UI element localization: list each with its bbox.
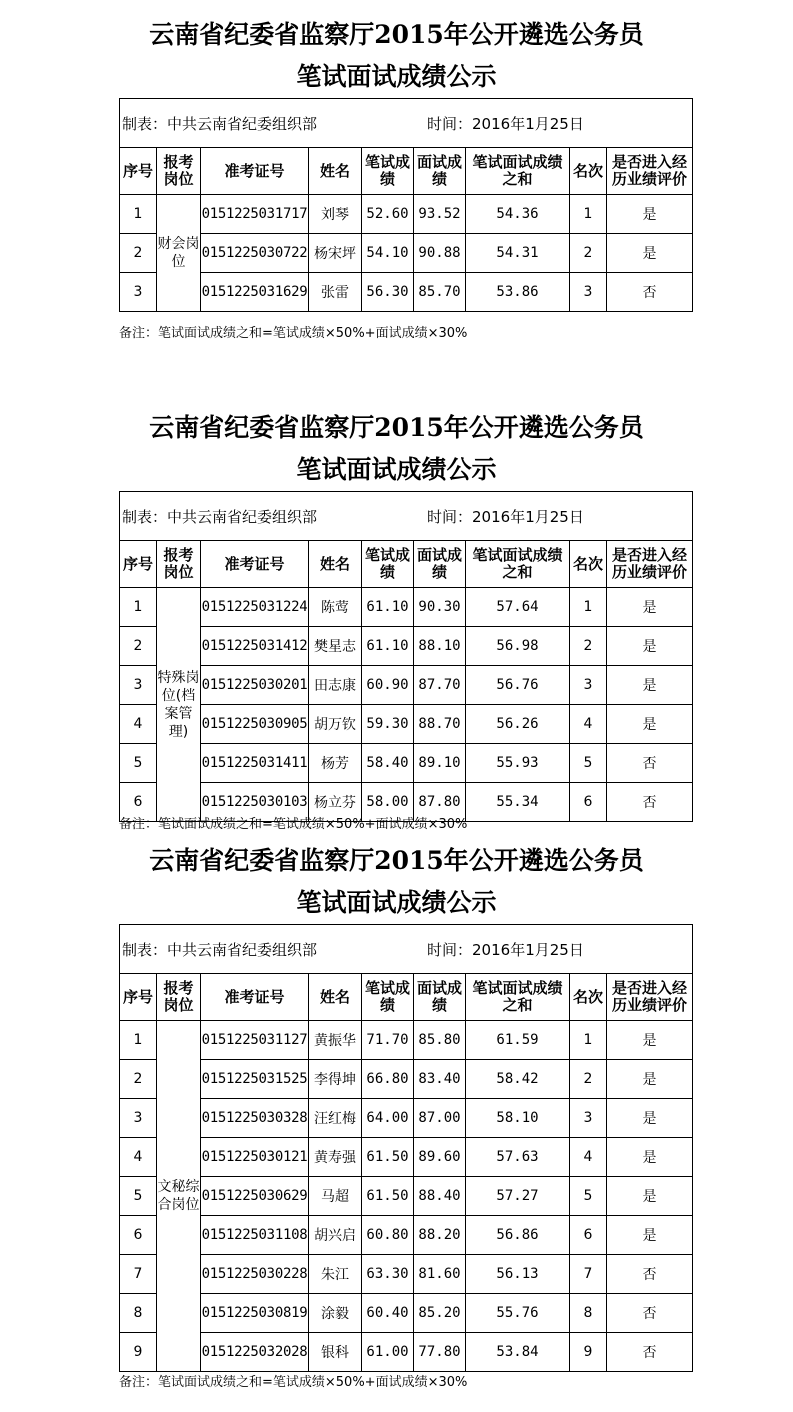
column-header: 姓名 (309, 148, 362, 195)
cell-written-score: 54.10 (362, 234, 414, 273)
cell-written-score: 59.30 (362, 705, 414, 744)
table-row (120, 1021, 693, 1060)
cell-rank: 2 (570, 627, 607, 666)
cell-interview-score: 88.70 (414, 705, 466, 744)
cell-written-score: 64.00 (362, 1099, 414, 1138)
cell-exam-id: 0151225030905 (201, 705, 309, 744)
table-maker: 制表：中共云南省纪委组织部 (122, 940, 318, 959)
cell-total-score: 56.76 (466, 666, 570, 705)
column-header: 序号 (120, 148, 157, 195)
column-header: 报考岗位 (157, 974, 201, 1021)
table-date: 时间：2016年1月25日 (427, 507, 584, 526)
cell-exam-id: 0151225030328 (201, 1099, 309, 1138)
table-row (120, 1138, 693, 1177)
table-maker: 制表：中共云南省纪委组织部 (122, 507, 318, 526)
cell-no: 2 (120, 627, 157, 666)
cell-exam-id: 0151225031412 (201, 627, 309, 666)
formula-note: 备注：笔试面试成绩之和=笔试成绩×50%+面试成绩×30% (119, 817, 468, 832)
cell-advance: 是 (607, 1138, 693, 1177)
cell-total-score: 53.86 (466, 273, 570, 312)
cell-name: 杨宋坪 (309, 234, 362, 273)
cell-rank: 2 (570, 234, 607, 273)
cell-total-score: 57.63 (466, 1138, 570, 1177)
column-header: 面试成绩 (414, 148, 466, 195)
cell-total-score: 54.31 (466, 234, 570, 273)
cell-advance: 是 (607, 1060, 693, 1099)
table-maker: 制表：中共云南省纪委组织部 (122, 114, 318, 133)
cell-total-score: 61.59 (466, 1021, 570, 1060)
cell-total-score: 58.42 (466, 1060, 570, 1099)
column-header: 笔试面试成绩之和 (466, 541, 570, 588)
cell-total-score: 55.93 (466, 744, 570, 783)
cell-name: 黄寿强 (309, 1138, 362, 1177)
table-meta-cell (120, 99, 693, 148)
table-meta-row (120, 492, 693, 541)
cell-exam-id: 0151225031629 (201, 273, 309, 312)
cell-written-score: 66.80 (362, 1060, 414, 1099)
cell-advance: 否 (607, 1294, 693, 1333)
cell-written-score: 56.30 (362, 273, 414, 312)
table-date: 时间：2016年1月25日 (427, 114, 584, 133)
column-header: 姓名 (309, 974, 362, 1021)
cell-no: 1 (120, 195, 157, 234)
column-header: 笔试成绩 (362, 541, 414, 588)
cell-exam-id: 0151225031224 (201, 588, 309, 627)
cell-no: 3 (120, 666, 157, 705)
cell-name: 樊星志 (309, 627, 362, 666)
table-row (120, 1177, 693, 1216)
cell-rank: 1 (570, 195, 607, 234)
cell-interview-score: 89.60 (414, 1138, 466, 1177)
section-title-line2: 笔试面试成绩公示 (296, 62, 497, 91)
table-row (120, 666, 693, 705)
cell-rank: 3 (570, 273, 607, 312)
cell-name: 银科 (309, 1333, 362, 1372)
cell-interview-score: 83.40 (414, 1060, 466, 1099)
cell-advance: 是 (607, 666, 693, 705)
cell-interview-score: 88.40 (414, 1177, 466, 1216)
cell-written-score: 60.40 (362, 1294, 414, 1333)
cell-no: 6 (120, 783, 157, 822)
column-header: 面试成绩 (414, 974, 466, 1021)
cell-interview-score: 77.80 (414, 1333, 466, 1372)
table-row (120, 234, 693, 273)
cell-rank: 1 (570, 588, 607, 627)
cell-advance: 是 (607, 627, 693, 666)
cell-name: 田志康 (309, 666, 362, 705)
table-row (120, 1294, 693, 1333)
cell-written-score: 71.70 (362, 1021, 414, 1060)
cell-advance: 否 (607, 273, 693, 312)
cell-exam-id: 0151225031108 (201, 1216, 309, 1255)
table-row (120, 744, 693, 783)
cell-total-score: 58.10 (466, 1099, 570, 1138)
cell-rank: 8 (570, 1294, 607, 1333)
cell-no: 3 (120, 1099, 157, 1138)
score-table (119, 924, 693, 1372)
cell-exam-id: 0151225030819 (201, 1294, 309, 1333)
cell-interview-score: 87.70 (414, 666, 466, 705)
cell-rank: 7 (570, 1255, 607, 1294)
cell-exam-id: 0151225030103 (201, 783, 309, 822)
column-header: 序号 (120, 974, 157, 1021)
cell-rank: 4 (570, 705, 607, 744)
cell-exam-id: 0151225031127 (201, 1021, 309, 1060)
cell-interview-score: 89.10 (414, 744, 466, 783)
cell-rank: 5 (570, 1177, 607, 1216)
cell-written-score: 60.90 (362, 666, 414, 705)
table-row (120, 1099, 693, 1138)
cell-written-score: 61.10 (362, 627, 414, 666)
cell-advance: 是 (607, 234, 693, 273)
cell-exam-id: 0151225030228 (201, 1255, 309, 1294)
cell-written-score: 63.30 (362, 1255, 414, 1294)
section-title-line2: 笔试面试成绩公示 (296, 455, 497, 484)
section-title-line1: 云南省纪委省监察厅2015年公开遴选公务员 (149, 846, 644, 875)
column-header: 面试成绩 (414, 541, 466, 588)
cell-name: 汪红梅 (309, 1099, 362, 1138)
cell-advance: 否 (607, 744, 693, 783)
cell-no: 1 (120, 588, 157, 627)
cell-total-score: 55.76 (466, 1294, 570, 1333)
cell-name: 黄振华 (309, 1021, 362, 1060)
cell-advance: 否 (607, 1333, 693, 1372)
cell-name: 张雷 (309, 273, 362, 312)
table-date: 时间：2016年1月25日 (427, 940, 584, 959)
cell-interview-score: 87.00 (414, 1099, 466, 1138)
column-header: 笔试成绩 (362, 974, 414, 1021)
cell-rank: 6 (570, 1216, 607, 1255)
cell-rank: 1 (570, 1021, 607, 1060)
cell-written-score: 61.00 (362, 1333, 414, 1372)
cell-total-score: 56.86 (466, 1216, 570, 1255)
score-table (119, 98, 693, 312)
column-header: 是否进入经历业绩评价 (607, 541, 693, 588)
cell-total-score: 54.36 (466, 195, 570, 234)
cell-exam-id: 0151225031525 (201, 1060, 309, 1099)
cell-no: 2 (120, 1060, 157, 1099)
cell-advance: 是 (607, 1177, 693, 1216)
cell-name: 涂毅 (309, 1294, 362, 1333)
cell-written-score: 58.40 (362, 744, 414, 783)
cell-no: 8 (120, 1294, 157, 1333)
cell-total-score: 57.27 (466, 1177, 570, 1216)
cell-total-score: 56.98 (466, 627, 570, 666)
table-row (120, 195, 693, 234)
column-header: 笔试面试成绩之和 (466, 148, 570, 195)
cell-interview-score: 85.80 (414, 1021, 466, 1060)
cell-rank: 9 (570, 1333, 607, 1372)
cell-exam-id: 0151225030121 (201, 1138, 309, 1177)
table-row (120, 1060, 693, 1099)
cell-no: 9 (120, 1333, 157, 1372)
cell-no: 2 (120, 234, 157, 273)
table-row (120, 588, 693, 627)
cell-advance: 是 (607, 705, 693, 744)
cell-interview-score: 88.10 (414, 627, 466, 666)
column-header: 名次 (570, 541, 607, 588)
column-header: 名次 (570, 974, 607, 1021)
cell-advance: 是 (607, 1216, 693, 1255)
cell-interview-score: 85.70 (414, 273, 466, 312)
section-title-line1: 云南省纪委省监察厅2015年公开遴选公务员 (149, 413, 644, 442)
cell-advance: 是 (607, 1021, 693, 1060)
score-table (119, 491, 693, 822)
cell-rank: 2 (570, 1060, 607, 1099)
cell-exam-id: 0151225030201 (201, 666, 309, 705)
column-header: 名次 (570, 148, 607, 195)
cell-exam-id: 0151225031717 (201, 195, 309, 234)
cell-no: 5 (120, 744, 157, 783)
cell-rank: 6 (570, 783, 607, 822)
cell-advance: 是 (607, 588, 693, 627)
cell-advance: 否 (607, 1255, 693, 1294)
cell-name: 胡万钦 (309, 705, 362, 744)
column-header: 序号 (120, 541, 157, 588)
cell-written-score: 61.10 (362, 588, 414, 627)
table-header-row (120, 974, 693, 1021)
table-row (120, 1216, 693, 1255)
cell-total-score: 57.64 (466, 588, 570, 627)
cell-total-score: 56.13 (466, 1255, 570, 1294)
section-title-line1: 云南省纪委省监察厅2015年公开遴选公务员 (149, 20, 644, 49)
cell-name: 杨芳 (309, 744, 362, 783)
cell-rank: 4 (570, 1138, 607, 1177)
cell-advance: 是 (607, 195, 693, 234)
table-row (120, 705, 693, 744)
cell-position: 特殊岗位(档案管理) (157, 588, 201, 822)
cell-rank: 5 (570, 744, 607, 783)
cell-name: 李得坤 (309, 1060, 362, 1099)
cell-advance: 否 (607, 783, 693, 822)
cell-written-score: 52.60 (362, 195, 414, 234)
column-header: 报考岗位 (157, 541, 201, 588)
cell-name: 杨立芬 (309, 783, 362, 822)
column-header: 准考证号 (201, 148, 309, 195)
cell-interview-score: 93.52 (414, 195, 466, 234)
table-row (120, 273, 693, 312)
cell-position: 财会岗位 (157, 195, 201, 312)
formula-note: 备注：笔试面试成绩之和=笔试成绩×50%+面试成绩×30% (119, 326, 468, 341)
column-header: 准考证号 (201, 974, 309, 1021)
formula-note: 备注：笔试面试成绩之和=笔试成绩×50%+面试成绩×30% (119, 1375, 468, 1390)
column-header: 是否进入经历业绩评价 (607, 974, 693, 1021)
table-meta-cell (120, 492, 693, 541)
cell-written-score: 61.50 (362, 1138, 414, 1177)
table-meta-row (120, 99, 693, 148)
cell-position: 文秘综合岗位 (157, 1021, 201, 1372)
cell-rank: 3 (570, 1099, 607, 1138)
table-header-row (120, 148, 693, 195)
cell-exam-id: 0151225030629 (201, 1177, 309, 1216)
cell-rank: 3 (570, 666, 607, 705)
table-row (120, 1333, 693, 1372)
table-header-row (120, 541, 693, 588)
table-row (120, 627, 693, 666)
cell-no: 4 (120, 1138, 157, 1177)
table-row (120, 1255, 693, 1294)
cell-no: 5 (120, 1177, 157, 1216)
cell-total-score: 53.84 (466, 1333, 570, 1372)
cell-interview-score: 81.60 (414, 1255, 466, 1294)
cell-no: 6 (120, 1216, 157, 1255)
column-header: 是否进入经历业绩评价 (607, 148, 693, 195)
cell-written-score: 61.50 (362, 1177, 414, 1216)
cell-interview-score: 88.20 (414, 1216, 466, 1255)
column-header: 报考岗位 (157, 148, 201, 195)
cell-no: 3 (120, 273, 157, 312)
cell-name: 胡兴启 (309, 1216, 362, 1255)
cell-exam-id: 0151225030722 (201, 234, 309, 273)
cell-written-score: 58.00 (362, 783, 414, 822)
section-title-line2: 笔试面试成绩公示 (296, 888, 497, 917)
cell-written-score: 60.80 (362, 1216, 414, 1255)
cell-name: 马超 (309, 1177, 362, 1216)
column-header: 准考证号 (201, 541, 309, 588)
cell-interview-score: 90.88 (414, 234, 466, 273)
cell-no: 1 (120, 1021, 157, 1060)
cell-interview-score: 87.80 (414, 783, 466, 822)
cell-no: 7 (120, 1255, 157, 1294)
cell-name: 刘琴 (309, 195, 362, 234)
table-meta-row (120, 925, 693, 974)
cell-exam-id: 0151225031411 (201, 744, 309, 783)
column-header: 笔试成绩 (362, 148, 414, 195)
table-meta-cell (120, 925, 693, 974)
column-header: 姓名 (309, 541, 362, 588)
cell-interview-score: 90.30 (414, 588, 466, 627)
cell-total-score: 56.26 (466, 705, 570, 744)
cell-name: 朱江 (309, 1255, 362, 1294)
column-header: 笔试面试成绩之和 (466, 974, 570, 1021)
cell-interview-score: 85.20 (414, 1294, 466, 1333)
cell-name: 陈莺 (309, 588, 362, 627)
cell-advance: 是 (607, 1099, 693, 1138)
cell-total-score: 55.34 (466, 783, 570, 822)
cell-no: 4 (120, 705, 157, 744)
cell-exam-id: 0151225032028 (201, 1333, 309, 1372)
